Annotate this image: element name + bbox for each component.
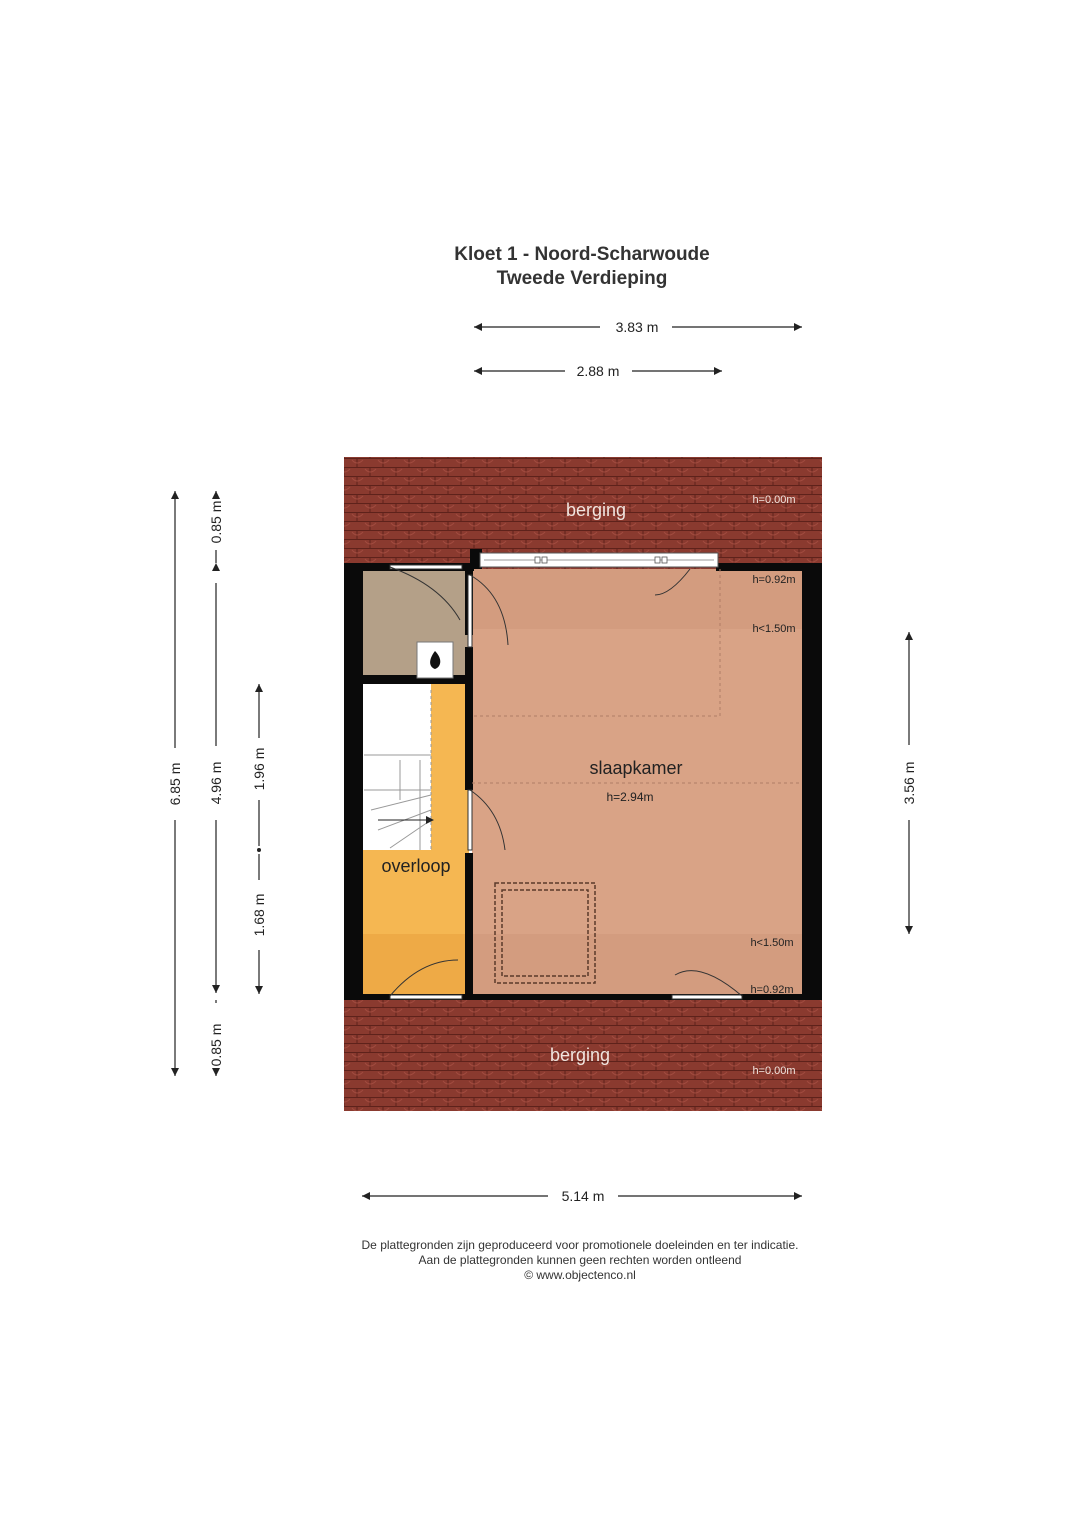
height-bottom-storage: h=0.00m (752, 1065, 796, 1077)
dim-top-outer: 3.83 m (615, 319, 659, 335)
stairs-area (363, 684, 431, 850)
dim-left-top: 0.85 m (208, 500, 224, 544)
room-label-landing: overloop (381, 856, 451, 876)
plan-title: Kloet 1 - Noord-Scharwoude (454, 244, 710, 265)
dim-inner-lower: 1.68 m (251, 893, 267, 937)
height-bottom-092: h=0.92m (750, 984, 794, 996)
dim-inner-upper: 1.96 m (251, 747, 267, 791)
footer-disclaimer-1: De plattegronden zijn geproduceerd voor promotionele doeleinden en ter indicatie. (361, 1238, 799, 1252)
room-label-storage-top: berging (565, 500, 627, 520)
dim-top-inner: 2.88 m (576, 363, 620, 379)
footer-disclaimer-2: Aan de plattegronden kunnen geen rechten worden ontleend (418, 1253, 742, 1267)
height-bottom-150: h<1.50m (750, 937, 794, 949)
room-height-bedroom: h=2.94m (606, 790, 654, 804)
landing-low-band (363, 934, 469, 994)
footer-copyright: © www.objectenco.nl (524, 1268, 636, 1282)
room-label-storage-bottom: berging (549, 1045, 611, 1065)
plan-subtitle: Tweede Verdieping (496, 268, 668, 289)
boiler-icon (417, 642, 453, 678)
dim-left-bottom: 0.85 m (208, 1023, 224, 1067)
dim-right: 3.56 m (901, 761, 917, 805)
height-top-092: h=0.92m (752, 574, 796, 586)
height-top-storage: h=0.00m (752, 494, 796, 506)
dim-left-total: 6.85 m (167, 762, 183, 806)
dim-left-mid: 4.96 m (208, 761, 224, 805)
room-label-bedroom: slaapkamer (589, 758, 683, 778)
height-top-150: h<1.50m (752, 623, 796, 635)
dim-bottom: 5.14 m (561, 1188, 605, 1204)
